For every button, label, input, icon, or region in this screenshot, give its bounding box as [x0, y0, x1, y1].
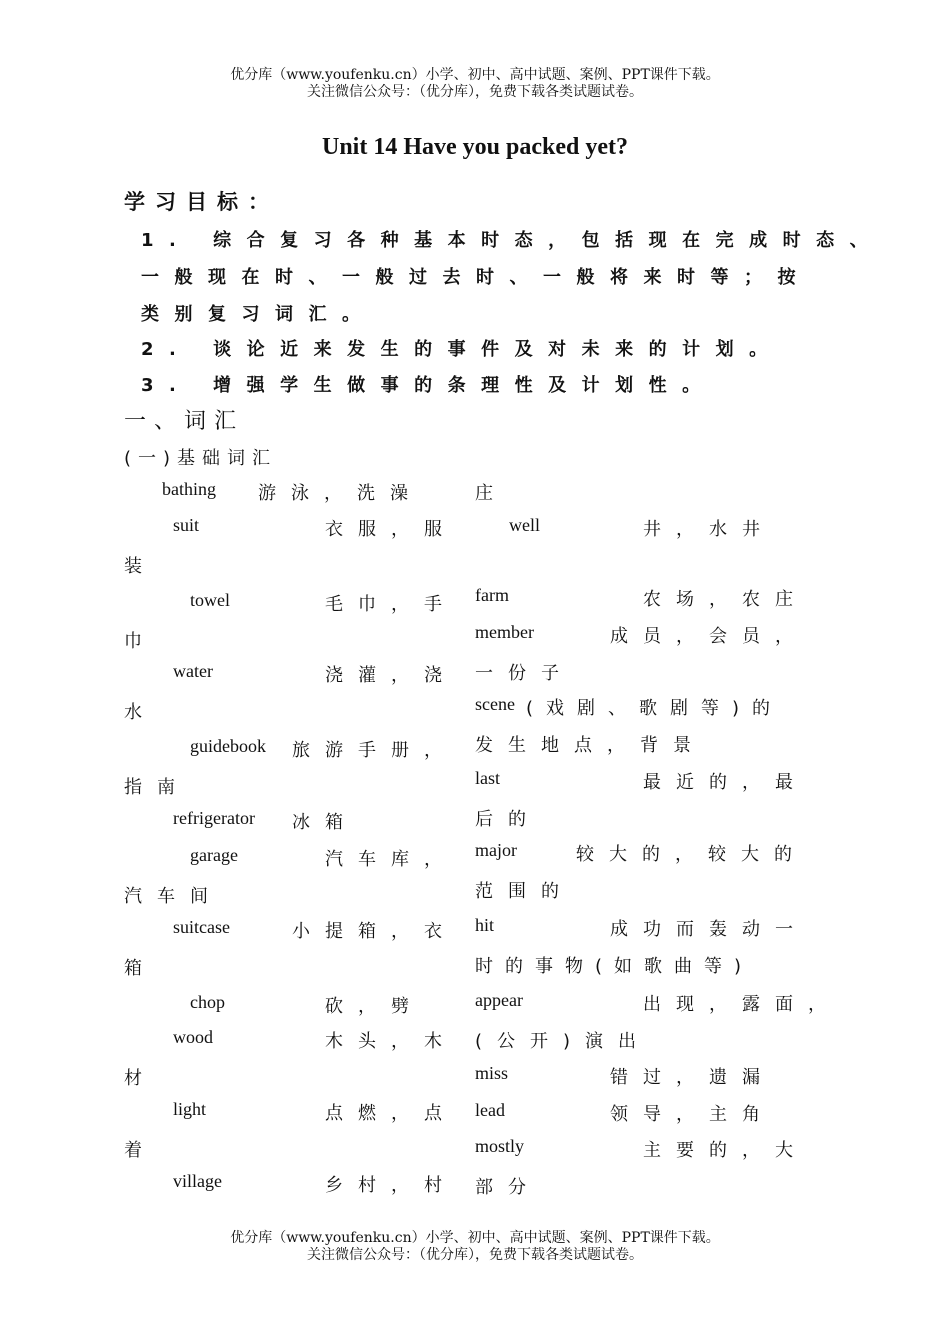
vocab-meaning: 成员，会员，: [610, 626, 808, 647]
vocab-meaning: 旅游手册，: [292, 740, 457, 761]
vocab-meaning-wrap: (公开)演出: [475, 1031, 652, 1052]
objective-line: 一般现在时、一般过去时、一般将来时等；按: [141, 267, 811, 288]
vocab-meaning-wrap: 箱: [124, 958, 157, 979]
vocab-word: village: [173, 1171, 222, 1191]
vocab-meaning: 浇灌，浇: [325, 665, 457, 686]
objective-line: 类别复习词汇。: [141, 304, 376, 325]
footer-line-1: 优分库（www.youfenku.cn）小学、初中、高中试题、案例、PPT课件下载。: [230, 1230, 720, 1246]
vocab-word: scene: [475, 694, 515, 714]
vocab-meaning-wrap: 部分: [475, 1177, 541, 1198]
vocab-meaning: 成功而轰动一: [610, 919, 808, 940]
vocab-meaning-wrap: 材: [124, 1068, 157, 1089]
vocab-meaning: 最近的，最: [643, 772, 808, 793]
vocab-word: mostly: [475, 1136, 525, 1156]
vocab-word: farm: [475, 585, 509, 605]
footer-line-2: 关注微信公众号：（优分库），免费下载各类试题试卷。: [307, 1247, 643, 1263]
page-header: [0, 67, 950, 101]
vocab-meaning-wrap: 范围的: [475, 881, 574, 902]
vocab-meaning-wrap: 巾: [124, 631, 157, 652]
objective-line: 1. 综合复习各种基本时态，包括现在完成时态、: [141, 230, 884, 251]
vocab-meaning-wrap: 庄: [475, 483, 508, 504]
vocab-meaning-wrap: 指南: [124, 777, 190, 798]
vocab-word: towel: [190, 590, 230, 610]
vocab-meaning: 较大的，较大的: [576, 844, 807, 865]
vocab-word: garage: [190, 845, 238, 865]
vocab-meaning: (戏剧、歌剧等)的: [526, 698, 784, 719]
vocab-word: water: [173, 661, 213, 681]
objective-line: 2. 谈论近来发生的事件及对未来的计划。: [141, 339, 783, 360]
vocab-meaning: 乡村，村: [325, 1175, 457, 1196]
vocab-word: last: [475, 768, 500, 788]
vocab-word: bathing: [162, 479, 216, 499]
vocab-meaning-wrap: 着: [124, 1140, 157, 1161]
vocab-word: lead: [475, 1100, 505, 1120]
vocab-meaning: 冰箱: [292, 812, 358, 833]
vocab-word: chop: [190, 992, 225, 1012]
vocab-meaning-wrap: 汽车间: [124, 886, 223, 907]
vocab-word: major: [475, 840, 517, 860]
vocab-meaning-wrap: 后的: [475, 809, 541, 830]
vocab-word: well: [509, 515, 540, 535]
vocab-meaning: 农场，农庄: [643, 589, 808, 610]
header-line-1: 优分库（www.youfenku.cn）小学、初中、高中试题、案例、PPT课件下载。: [230, 67, 720, 83]
vocab-word: wood: [173, 1027, 213, 1047]
vocab-word: guidebook: [190, 736, 266, 756]
page-footer: [0, 1230, 950, 1264]
vocab-meaning: 点燃，点: [325, 1103, 457, 1124]
vocab-meaning-wrap: 水: [124, 702, 157, 723]
vocab-word: appear: [475, 990, 523, 1010]
header-line-2: 关注微信公众号：（优分库），免费下载各类试题试卷。: [307, 84, 643, 100]
vocab-meaning: 领导，主角: [610, 1104, 775, 1125]
vocab-meaning-wrap: 一份子: [475, 663, 574, 684]
vocab-meaning: 小提箱，衣: [292, 921, 457, 942]
objective-line: 3. 增强学生做事的条理性及计划性。: [141, 375, 716, 396]
vocab-meaning: 井，水井: [643, 519, 775, 540]
vocab-meaning: 木头，木: [325, 1031, 457, 1052]
vocab-meaning: 砍，劈: [325, 996, 424, 1017]
objectives-heading: 学习目标：: [124, 190, 279, 214]
vocab-meaning: 游泳，洗澡: [258, 483, 423, 504]
vocab-word: member: [475, 622, 534, 642]
vocab-meaning: 错过，遗漏: [610, 1067, 775, 1088]
vocab-meaning: 出现，露面，: [643, 994, 841, 1015]
vocab-word: suitcase: [173, 917, 230, 937]
vocab-meaning: 主要的，大: [643, 1140, 808, 1161]
vocab-word: hit: [475, 915, 495, 935]
vocab-word: refrigerator: [173, 808, 255, 828]
vocab-word: suit: [173, 515, 200, 535]
vocab-meaning-wrap: 发生地点，背景: [475, 735, 706, 756]
vocab-word: light: [173, 1099, 207, 1119]
vocab-meaning: 衣服，服: [325, 519, 457, 540]
vocab-word: miss: [475, 1063, 509, 1083]
vocab-meaning-wrap: 装: [124, 556, 157, 577]
vocab-meaning: 汽车库，: [325, 849, 457, 870]
page-title: Unit 14 Have you packed yet?: [322, 134, 628, 160]
subsection-title: (一)基础词汇: [124, 448, 278, 469]
vocab-meaning-wrap: 时的事物(如歌曲等): [475, 956, 754, 977]
section-title: 一、词汇: [124, 409, 245, 434]
vocab-meaning: 毛巾，手: [325, 594, 457, 615]
